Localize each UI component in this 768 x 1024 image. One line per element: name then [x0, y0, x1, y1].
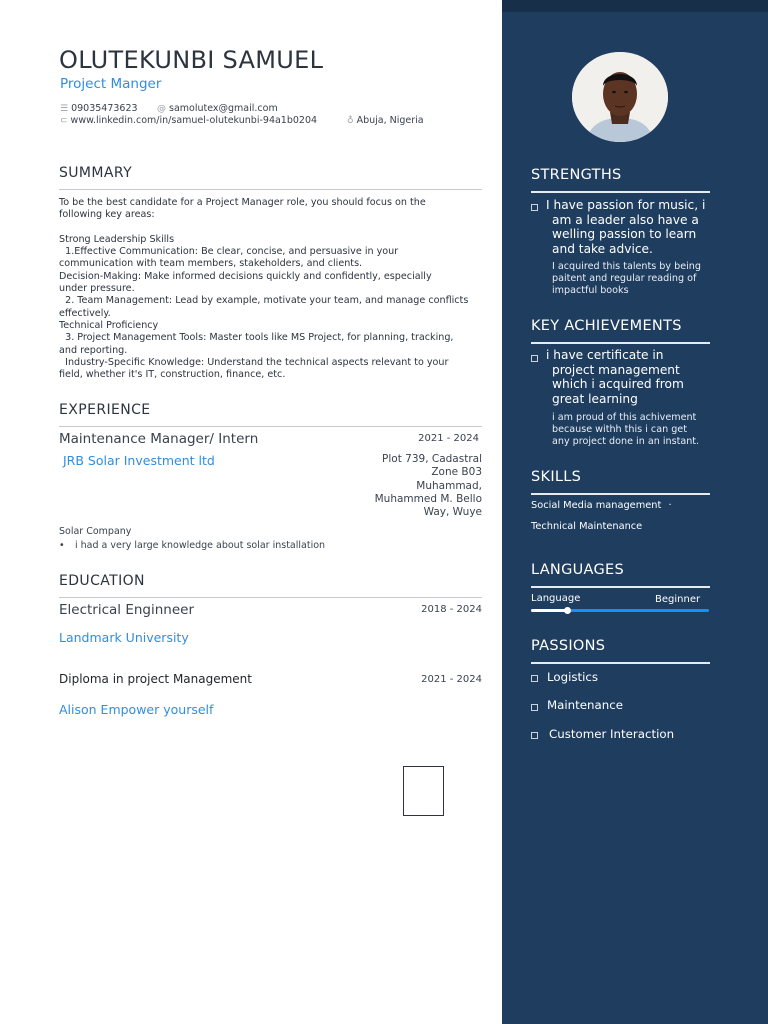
- education-dates-1: 2018 - 2024: [421, 604, 482, 615]
- email-contact[interactable]: [157, 103, 278, 114]
- achievement-detail-line: because withh this i can get: [552, 424, 687, 435]
- summary-line: To be the best candidate for a Project Manager role, you should focus on the: [59, 197, 426, 208]
- achievement-line: which i acquired from: [552, 377, 684, 392]
- achievement-line: i have certificate in: [546, 348, 664, 362]
- passion-item: Customer Interaction: [549, 727, 675, 741]
- education-school-1[interactable]: Landmark University: [59, 630, 189, 645]
- education-school-2[interactable]: Alison Empower yourself: [59, 702, 214, 717]
- candidate-name: OLUTEKUNBI SAMUEL: [59, 46, 324, 74]
- strengths-divider: [531, 191, 710, 193]
- summary-line: under pressure.: [59, 283, 135, 295]
- linkedin-contact[interactable]: [60, 115, 317, 126]
- strength-line: I have passion for music, i: [546, 198, 706, 212]
- summary-line: Decision-Making: Make informed decisions quickly and confidently, especially: [59, 270, 432, 282]
- summary-line: following key areas:: [59, 209, 155, 221]
- education-heading: EDUCATION: [59, 573, 145, 589]
- summary-line: Strong Leadership Skills: [59, 233, 175, 245]
- achievements-heading: KEY ACHIEVEMENTS: [531, 318, 682, 334]
- summary-heading: SUMMARY: [59, 165, 133, 181]
- achievements-detail: [552, 412, 699, 448]
- bullet-text: i had a very large knowledge about solar installation: [75, 540, 326, 551]
- phone-number: 09035473623: [71, 103, 138, 114]
- achievements-divider: [531, 342, 710, 344]
- location-contact: [347, 115, 424, 126]
- location-text: Abuja, Nigeria: [356, 115, 424, 126]
- skill-item: [531, 500, 672, 511]
- address-line: Muhammed M. Bello: [374, 492, 482, 505]
- strength-detail-line: paitent and regular reading of: [552, 273, 697, 284]
- achievement-line: great learning: [552, 391, 638, 406]
- languages-divider: [531, 586, 710, 588]
- achievements-text: [546, 348, 684, 406]
- strengths-heading: STRENGTHS: [531, 167, 622, 183]
- summary-line: 3. Project Management Tools: Master tools like MS Project, for planning, tracking,: [59, 332, 454, 344]
- address-line: Plot 739, Cadastral: [382, 453, 482, 465]
- education-degree-1: Electrical Enginneer: [59, 602, 195, 618]
- passion-item: Maintenance: [547, 698, 623, 712]
- summary-line: Technical Proficiency: [59, 319, 159, 331]
- achievement-detail-line: i am proud of this achivement: [552, 412, 697, 423]
- summary-line: effectively.: [59, 307, 111, 319]
- job-title: Project Manger: [60, 76, 162, 92]
- language-level-fill: [531, 609, 567, 612]
- experience-role: Maintenance Manager/ Intern: [59, 431, 259, 447]
- experience-divider: [59, 426, 482, 427]
- experience-dates: 2021 - 2024: [418, 433, 479, 444]
- summary-divider: [59, 189, 482, 190]
- language-level-knob: [564, 607, 571, 614]
- checkbox-icon: [531, 732, 538, 739]
- profile-photo: [572, 52, 668, 142]
- company-type: Solar Company: [59, 526, 132, 537]
- email-address[interactable]: samolutex@gmail.com: [169, 103, 278, 114]
- sidebar-top-band: [502, 0, 768, 12]
- phone-contact: [60, 103, 138, 114]
- experience-heading: EXPERIENCE: [59, 402, 151, 418]
- address-line: Zone B03: [431, 466, 482, 479]
- summary-line: [59, 222, 479, 234]
- education-dates-2: 2021 - 2024: [421, 674, 482, 685]
- achievement-line: project management: [552, 362, 680, 377]
- education-degree-2: Diploma in project Management: [59, 672, 252, 686]
- strength-detail-line: I acquired this talents by being: [552, 261, 701, 272]
- strength-line: am a leader also have a: [552, 212, 699, 227]
- achievement-detail-line: any project done in an instant.: [552, 436, 700, 447]
- checkbox-icon: [531, 675, 538, 682]
- summary-line: 2. Team Management: Lead by example, motivate your team, and manage conflicts: [59, 295, 469, 307]
- sidebar: [502, 0, 768, 1024]
- strength-line: and take advice.: [552, 241, 653, 256]
- summary-line: 1.Effective Communication: Be clear, concise, and persuasive in your: [59, 246, 399, 258]
- checkbox-icon: [531, 355, 538, 362]
- skills-heading: SKILLS: [531, 469, 582, 485]
- passion-item: Logistics: [547, 670, 599, 684]
- address-line: Muhammad,: [416, 479, 482, 492]
- checkbox-icon: [531, 704, 538, 711]
- strength-detail-line: impactful books: [552, 285, 629, 296]
- strengths-text: [546, 198, 705, 256]
- skill-separator: ·: [668, 500, 672, 511]
- summary-line: Industry-Specific Knowledge: Understand the technical aspects relevant to your: [59, 356, 449, 368]
- passions-heading: PASSIONS: [531, 638, 606, 654]
- education-divider: [59, 597, 482, 598]
- passions-divider: [531, 662, 710, 664]
- skills-divider: [531, 493, 710, 495]
- at-icon: @: [157, 104, 166, 114]
- strengths-detail: [552, 261, 701, 297]
- experience-company[interactable]: JRB Solar Investment ltd: [63, 453, 215, 468]
- summary-line: communication with team members, stakeholders, and clients.: [59, 258, 363, 270]
- language-name: Language: [531, 593, 581, 604]
- summary-text: [59, 197, 479, 381]
- empty-frame: [403, 766, 444, 816]
- experience-address: [340, 453, 482, 519]
- languages-heading: LANGUAGES: [531, 562, 624, 578]
- strength-line: welling passion to learn: [552, 227, 697, 242]
- skill-item: Technical Maintenance: [531, 521, 643, 532]
- phone-icon: ☰: [60, 104, 69, 114]
- bullet-dot: •: [59, 540, 65, 551]
- linkedin-url[interactable]: www.linkedin.com/in/samuel-olutekunbi-94a1b0204: [70, 115, 318, 126]
- language-level: Beginner: [655, 594, 701, 605]
- experience-bullet: [59, 540, 325, 551]
- location-pin-icon: ♁: [347, 116, 354, 126]
- summary-line: field, whether it's IT, construction, finance, etc.: [59, 369, 286, 381]
- link-icon: ⊂: [60, 116, 68, 126]
- address-line: Way, Wuye: [423, 506, 482, 519]
- checkbox-icon: [531, 204, 538, 211]
- summary-line: and reporting.: [59, 344, 128, 356]
- avatar: [572, 52, 668, 142]
- skill-label: Social Media management: [531, 500, 662, 511]
